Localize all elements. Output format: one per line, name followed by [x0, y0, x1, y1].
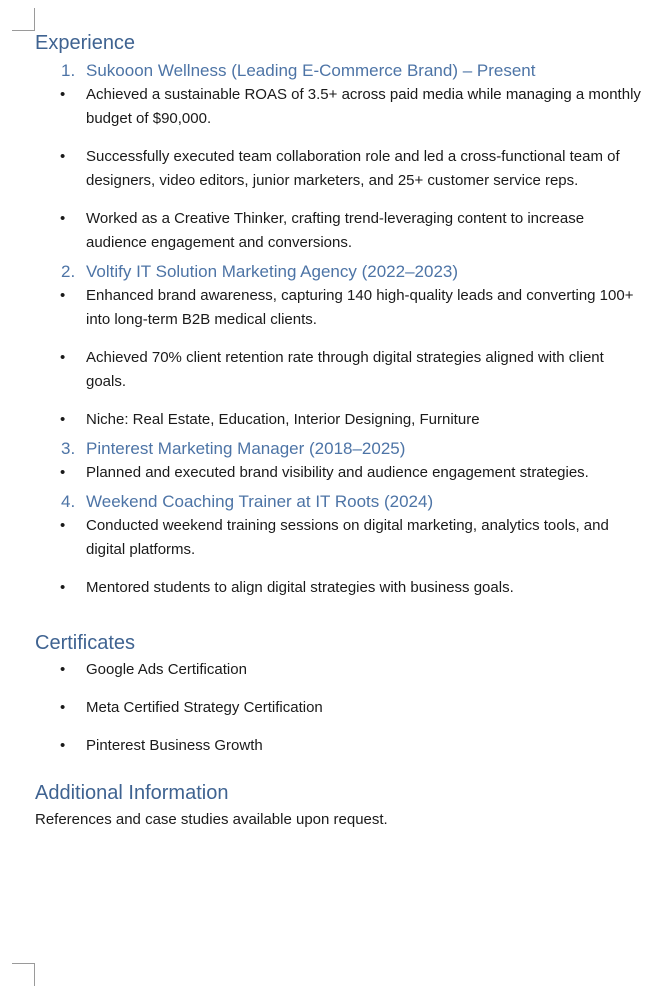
bullet-icon: •: [60, 411, 66, 428]
list-item: [35, 696, 647, 720]
list-item: [35, 145, 647, 193]
job-number: 3.: [61, 439, 76, 458]
additional-information-section: [35, 778, 647, 832]
experience-heading: Experience: [35, 32, 136, 54]
job-heading: [35, 437, 647, 461]
certificate-name: Meta Certified Strategy Certification: [86, 699, 323, 716]
additional-information-text: References and case studies available upon request.: [35, 811, 388, 828]
experience-section: [35, 28, 647, 600]
job-number: 4.: [61, 492, 76, 511]
job-title: Voltify IT Solution Marketing Agency (2022–2023): [86, 262, 459, 281]
list-item: [35, 284, 647, 332]
job-heading: [35, 490, 647, 514]
certificates-list: [35, 658, 647, 758]
job-entry: [35, 437, 647, 485]
certificates-section: [35, 628, 647, 758]
bullet-text: Mentored students to align digital strategies with business goals.: [86, 579, 514, 596]
job-number: 1.: [61, 61, 76, 80]
list-item: [35, 207, 647, 255]
job-title: Pinterest Marketing Manager (2018–2025): [86, 439, 406, 458]
list-item: [35, 346, 647, 394]
list-item: [35, 514, 647, 562]
list-item: [35, 461, 647, 485]
certificate-name: Google Ads Certification: [86, 661, 247, 678]
bullet-icon: •: [60, 148, 66, 165]
bullet-text: Achieved a sustainable ROAS of 3.5+ across paid media while managing a monthly budget of $90,000.: [86, 86, 641, 127]
additional-information-heading: Additional Information: [35, 782, 229, 804]
bullet-icon: •: [60, 579, 66, 596]
bullet-text: Planned and executed brand visibility and audience engagement strategies.: [86, 464, 589, 481]
bullet-icon: •: [60, 737, 66, 754]
crop-mark-top: [12, 8, 35, 31]
list-item: [35, 408, 647, 432]
bullet-icon: •: [60, 210, 66, 227]
bullet-text: Enhanced brand awareness, capturing 140 high-quality leads and converting 100+ into long-term B2B medical clients.: [86, 287, 634, 328]
job-number: 2.: [61, 262, 76, 281]
job-title: Sukooon Wellness (Leading E-Commerce Brand) – Present: [86, 61, 536, 80]
list-item: [35, 576, 647, 600]
resume-page: [35, 28, 647, 832]
job-bullet-list: [35, 514, 647, 600]
list-item: [35, 83, 647, 131]
list-item: [35, 658, 647, 682]
job-entry: [35, 59, 647, 255]
bullet-text: Worked as a Creative Thinker, crafting trend-leveraging content to increase audience engagement and conversions.: [86, 210, 585, 251]
bullet-text: Achieved 70% client retention rate through digital strategies aligned with client goals.: [86, 349, 604, 390]
job-entry: [35, 260, 647, 432]
crop-mark-bottom: [12, 963, 35, 986]
certificates-heading: Certificates: [35, 632, 136, 654]
bullet-text: Conducted weekend training sessions on digital marketing, analytics tools, and digital platforms.: [86, 517, 609, 558]
job-heading: [35, 59, 647, 83]
bullet-icon: •: [60, 517, 66, 534]
bullet-icon: •: [60, 464, 66, 481]
bullet-icon: •: [60, 86, 66, 103]
certificate-name: Pinterest Business Growth: [86, 737, 263, 754]
job-title: Weekend Coaching Trainer at IT Roots (2024): [86, 492, 434, 511]
bullet-icon: •: [60, 287, 66, 304]
job-bullet-list: [35, 83, 647, 255]
list-item: [35, 734, 647, 758]
bullet-icon: •: [60, 699, 66, 716]
bullet-icon: •: [60, 661, 66, 678]
bullet-icon: •: [60, 349, 66, 366]
job-heading: [35, 260, 647, 284]
job-entry: [35, 490, 647, 600]
bullet-text: Successfully executed team collaboration role and led a cross-functional team of designers, video editors, junior marketers, and 25+ customer service reps.: [86, 148, 620, 189]
bullet-text: Niche: Real Estate, Education, Interior Designing, Furniture: [86, 411, 480, 428]
job-bullet-list: [35, 284, 647, 432]
job-bullet-list: [35, 461, 647, 485]
